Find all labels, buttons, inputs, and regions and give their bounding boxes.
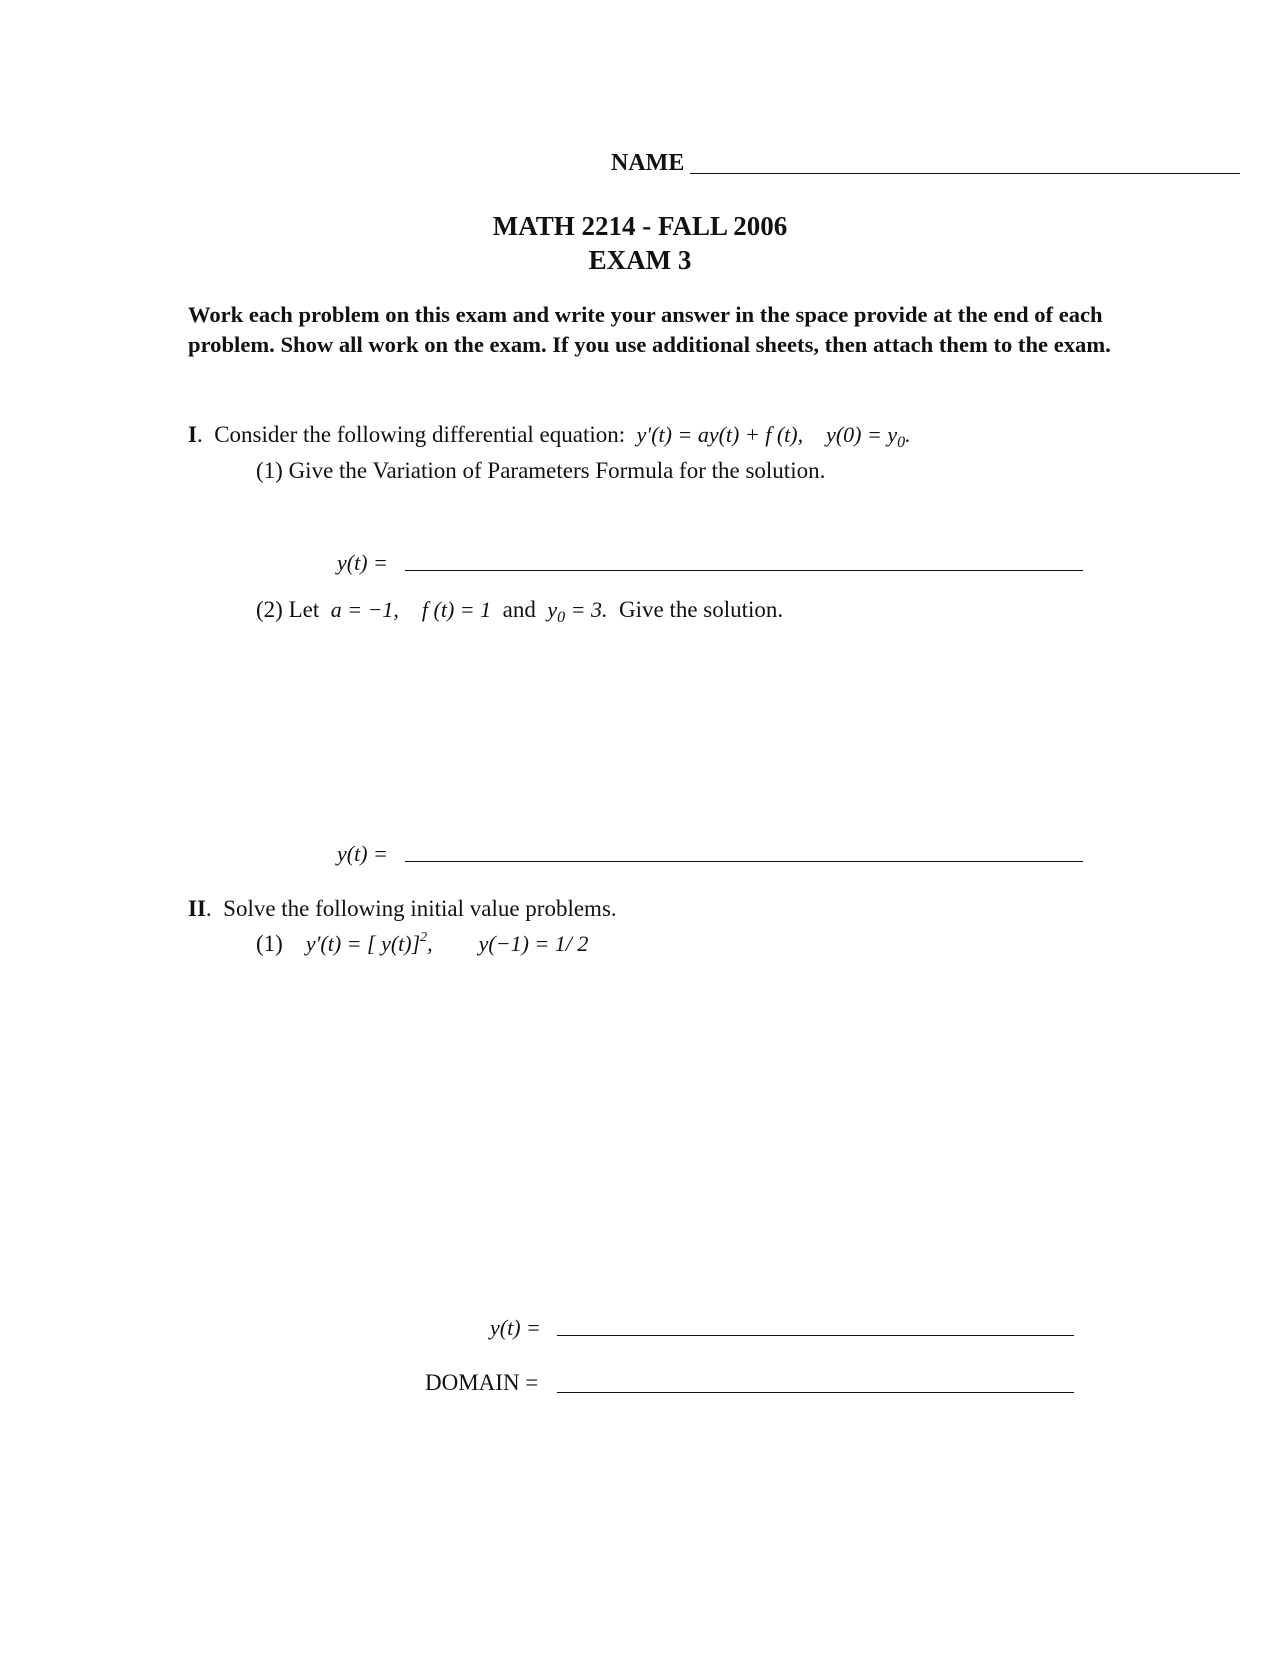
problem-1-part-2-answer-label: y(t) = [337, 841, 388, 866]
problem-1-initial-condition: $y(0) = y_0$. [826, 422, 911, 451]
name-label: NAME [611, 150, 685, 176]
problem-2-heading: II. Solve the following initial value problems. [188, 896, 617, 921]
problem-1-part-2: (2) Let a = −1, f (t) = 1 and $y_0 = 3$. Give the solution. [256, 597, 784, 626]
problem-1-part-1-answer-label: y(t) = [337, 550, 388, 575]
problem-1-part-2-answer-line[interactable] [405, 861, 1083, 862]
problem-1-part-1-answer-line[interactable] [405, 570, 1083, 571]
problem-2-part-1: (1) y′(t) = [ y(t)]$^2$, y(−1) = 1/ 2 [256, 930, 589, 956]
problem-1-numeral: I [188, 422, 197, 447]
problem-1-equation: y′(t) = ay(t) + f (t), [636, 422, 804, 447]
name-answer-line[interactable] [690, 173, 1240, 174]
problem-2-answer-label: y(t) = [490, 1315, 541, 1340]
problem-2-domain-label: DOMAIN = [425, 1370, 539, 1395]
problem-1-intro: Consider the following differential equation: [214, 422, 626, 447]
problem-2-intro: Solve the following initial value problems. [223, 896, 617, 921]
problem-2-numeral: II [188, 896, 206, 921]
problem-1-heading: I. Consider the following differential equation: y′(t) = ay(t) + f (t), $y(0) = y_0$. [188, 422, 911, 451]
problem-1-part-1: (1) Give the Variation of Parameters Formula for the solution. [256, 458, 826, 483]
instructions: Work each problem on this exam and write your answer in the space provide at the end of each problem. Show all work on the exam. If you use additional sheets, then attach them to the exam. [188, 302, 1111, 357]
problem-2-domain-line[interactable] [557, 1392, 1074, 1393]
exam-title: EXAM 3 [588, 245, 692, 275]
problem-2-answer-line[interactable] [557, 1335, 1074, 1336]
course-title: MATH 2214 - FALL 2006 [492, 211, 788, 241]
